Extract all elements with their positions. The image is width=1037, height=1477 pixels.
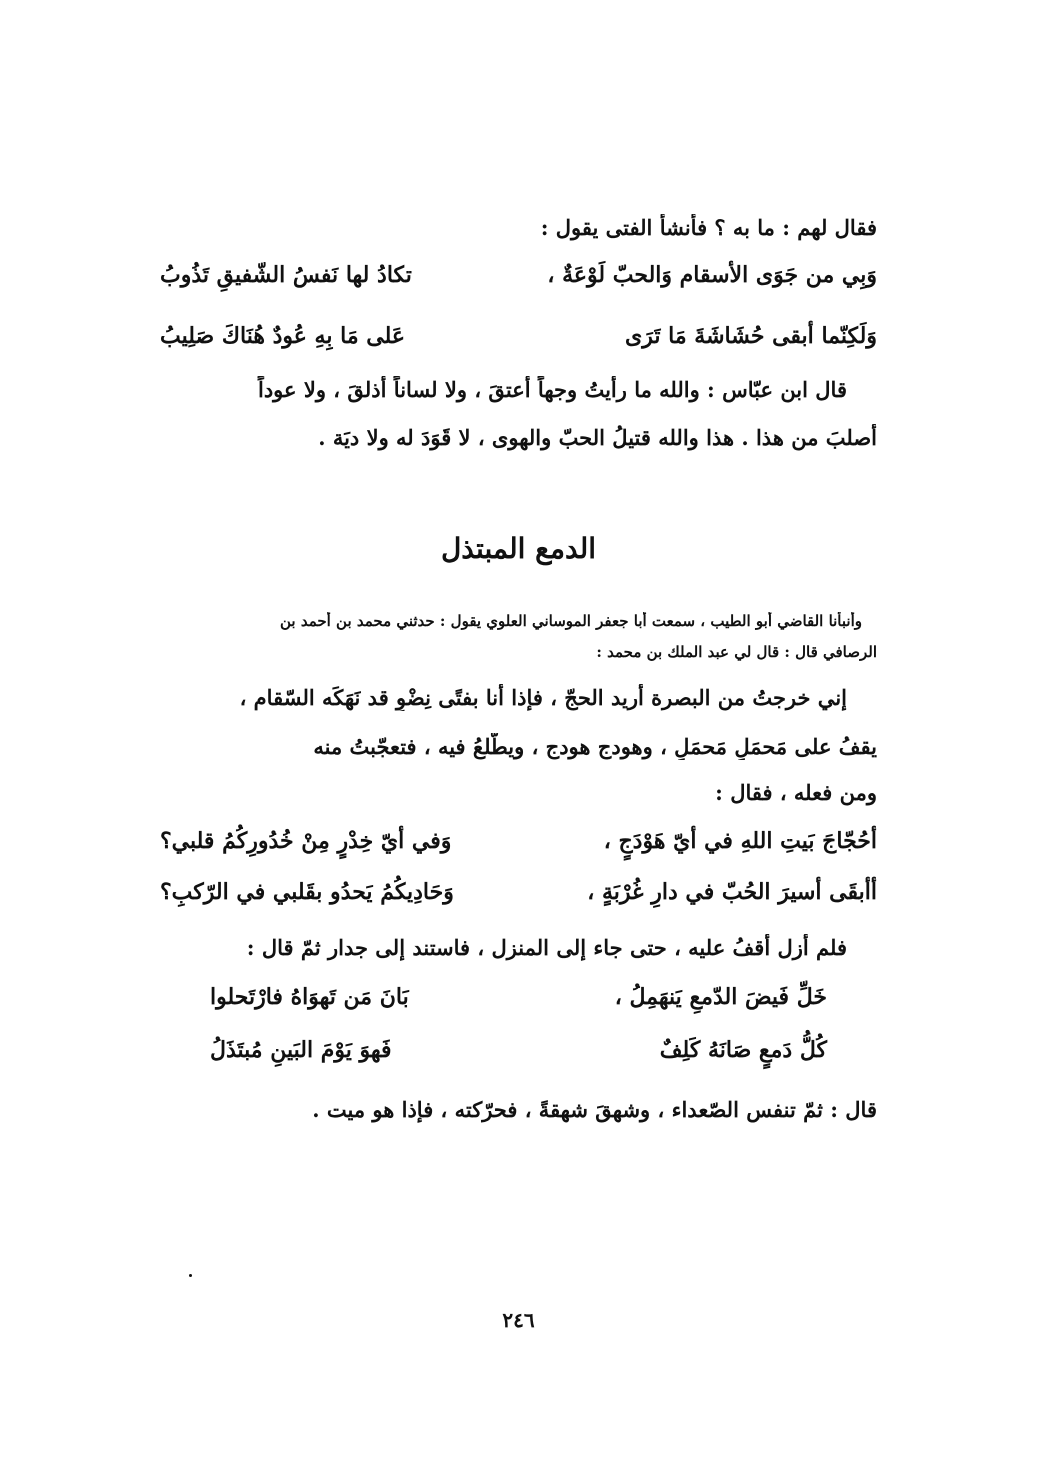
verse-second-hemistich: وَحَادِيكُمُ يَحدُو بقَلبي في الرّكبِ؟ bbox=[160, 879, 454, 905]
verse-row bbox=[210, 984, 827, 1010]
verse-first-hemistich: أحُجّاجَ بَيتِ اللهِ في أيّ هَوْدَجٍ ، bbox=[603, 828, 877, 854]
verse-second-hemistich: بَانَ مَن تَهوَاهُ فارْتَحلوا bbox=[210, 984, 409, 1010]
verse-first-hemistich: وَلَكِنّما أبقى حُشَاشَةَ مَا تَرَى bbox=[624, 323, 877, 349]
verse-first-hemistich: كُلُّ دَمعٍ صَانَهُ كَلِفٌ bbox=[659, 1037, 827, 1063]
verse-row bbox=[210, 1037, 827, 1063]
closing-line: قال : ثمّ تنفس الصّعداء ، وشهقَ شهقةً ، فحرّكته ، فإذا هو ميت . bbox=[312, 1097, 877, 1122]
page-number: ٢٤٦ bbox=[502, 1308, 535, 1332]
verse-second-hemistich: عَلى مَا بِهِ عُودٌ هُنَاكَ صَلِيبُ bbox=[160, 323, 406, 349]
verse-second-hemistich: تكادُ لها نَفسُ الشّفيقِ تَذُوبُ bbox=[160, 262, 412, 288]
verse-first-hemistich: أأبقَى أسيرَ الحُبّ في دارِ غُرْبَةٍ ، bbox=[587, 879, 877, 905]
verse-row bbox=[160, 879, 877, 905]
narration-line: ومن فعله ، فقال : bbox=[715, 780, 877, 805]
narration-line: يقفُ على مَحمَلٍ مَحمَلٍ ، وهودجٍ هودج ، ويطّلعُ فيه ، فتعجّبتُ منه bbox=[313, 734, 877, 759]
verse-second-hemistich: فَهوَ يَوْمَ البَينِ مُبتَذَلُ bbox=[210, 1037, 392, 1063]
verse-row bbox=[160, 323, 877, 349]
ink-speck bbox=[189, 1274, 192, 1277]
prose-line: أصلبَ من هذا . هذا والله قتيلُ الحبّ والهوى ، لا قَوَدَ له ولا ديَة . bbox=[318, 425, 877, 450]
verse-second-hemistich: وَفي أيّ خِدْرٍ مِنْ خُدُورِكُمُ قلبي؟ bbox=[160, 828, 452, 854]
section-title: الدمع المبتذل bbox=[440, 532, 597, 565]
intro-line: فقال لهم : ما به ؟ فأنشأ الفتى يقول : bbox=[540, 215, 877, 240]
verse-row bbox=[160, 828, 877, 854]
verse-first-hemistich: خَلِّ فَيضَ الدّمعِ يَنهَمِلُ ، bbox=[614, 984, 827, 1010]
verse-row bbox=[160, 262, 877, 288]
isnad-line: الرصافي قال : قال لي عبد الملك بن محمد : bbox=[596, 643, 877, 661]
verse-first-hemistich: وَبِي من جَوَى الأسقام وَالحبّ لَوْعَةٌ ، bbox=[547, 262, 877, 288]
narration-line: فلم أزل أقفُ عليه ، حتى جاء إلى المنزل ، فاستند إلى جدار ثمّ قال : bbox=[246, 935, 847, 960]
prose-line: قال ابن عبّاس : والله ما رأيتُ وجهاً أعتقَ ، ولا لساناً أذلقَ ، ولا عوداً bbox=[258, 377, 847, 402]
isnad-line: وأنبأنا القاضي أبو الطيب ، سمعت أبا جعفر الموساني العلوي يقول : حدثني محمد بن أحمد بن bbox=[280, 612, 862, 630]
narration-line: إني خرجتُ من البصرة أريد الحجّ ، فإذا أنا بفتًى نِضْوٍ قد نَهَكَه السّقام ، bbox=[239, 685, 847, 710]
